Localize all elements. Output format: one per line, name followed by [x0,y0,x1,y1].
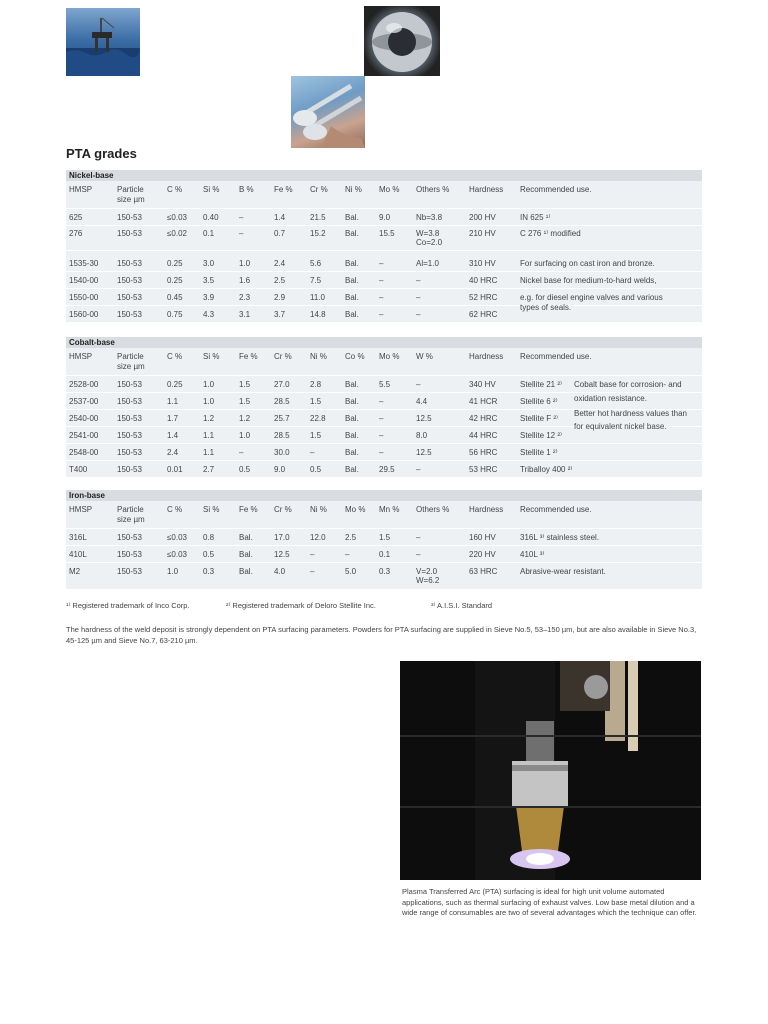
cell-cr: 14.8 [310,310,326,319]
cell-use: IN 625 ¹⁾ [520,213,551,222]
cell-mo: 29.5 [379,465,395,474]
cell-fe: Bal. [239,567,253,576]
cell-use: 410L ³⁾ [520,550,545,559]
cell-others: W=3.8 [416,229,440,238]
cell-b: 3.1 [239,310,251,319]
col-mo: Mo % [345,505,366,514]
cell-ni: Bal. [345,293,359,302]
cell-ni: Bal. [345,259,359,268]
cell-particle: 150-53 [117,414,142,423]
cell-particle: 150-53 [117,448,142,457]
cell-si: 1.1 [203,448,215,457]
cell-w: 12.5 [416,414,432,423]
cell-cr: 12.5 [274,550,290,559]
cell-cr: 28.5 [274,431,290,440]
col-ni: Ni % [310,352,327,361]
cell-hmsp: 1560-00 [69,310,99,319]
cell-fe: 1.0 [239,431,251,440]
cell-c: 0.45 [167,293,183,302]
cell-hardness: 44 HRC [469,431,498,440]
valve-ball-photo [364,6,440,76]
cell-c: 1.4 [167,431,179,440]
cell-particle: 150-53 [117,213,142,222]
cell-note: oxidation resistance. [574,394,647,403]
cell-cr: 28.5 [274,397,290,406]
table-row [66,289,702,312]
cell-fe: 1.4 [274,213,286,222]
cell-hardness: 160 HV [469,533,496,542]
cell-particle: 150-53 [117,465,142,474]
col-si: Si % [203,185,220,194]
cell-particle: 150-53 [117,380,142,389]
cell-use: Abrasive-wear resistant. [520,567,606,576]
cell-co: Bal. [345,448,359,457]
cell-c: 0.01 [167,465,183,474]
col-c: C % [167,505,183,514]
cell-hmsp: 2528-00 [69,380,99,389]
section-heading: Iron-base [66,490,702,501]
cell-mo: 9.0 [379,213,391,222]
cell-w: – [416,465,421,474]
cell-ni: 2.8 [310,380,322,389]
cell-fe: 2.5 [274,276,286,285]
col-ni: Ni % [345,185,362,194]
col-hardness: Hardness [469,505,504,514]
cell-mo: 5.0 [345,567,357,576]
cell-b: – [239,213,244,222]
cell-others: – [416,276,421,285]
cell-mn: 1.5 [379,533,391,542]
cell-b: 2.3 [239,293,251,302]
cell-cr: 25.7 [274,414,290,423]
cell-w: 12.5 [416,448,432,457]
cell-particle: 150-53 [117,550,142,559]
cell-fe: 1.5 [239,397,251,406]
col-hmsp: HMSP [69,185,93,194]
cobalt-base-table [66,337,702,478]
cell-use: Triballoy 400 ²⁾ [520,465,573,474]
cell-co: Bal. [345,465,359,474]
cell-mo: – [379,448,384,457]
table-header-row [66,181,702,209]
engine-valves-photo [291,76,365,148]
table-header-row [66,348,702,376]
cell-ni: Bal. [345,213,359,222]
cell-hardness: 62 HRC [469,310,498,319]
cell-hmsp: 1535-30 [69,259,99,268]
body-paragraph: The hardness of the weld deposit is strongly dependent on PTA surfacing parameters. Powders for PTA surfacing are supplied in Sieve No.5, 53–150 µm, but are also available in Sieve No.3, 45-125 µm and Sieve No.7, 63-210 µm. [66,625,697,645]
cell-cr: 21.5 [310,213,326,222]
cell-particle: 150-53 [117,293,142,302]
cell-mo: – [379,310,384,319]
cell-others: – [416,533,421,542]
cell-mo: 5.5 [379,380,391,389]
cell-use: e.g. for diesel engine valves and various [520,293,663,302]
col-hmsp: HMSP [69,352,93,361]
cell-c: 1.1 [167,397,179,406]
col-mo: Mo % [379,352,400,361]
cell-mo: 15.5 [379,229,395,238]
section-heading: Nickel-base [66,170,702,181]
cell-particle: 150-53 [117,276,142,285]
table-row [66,376,702,393]
table-row [66,444,702,461]
cell-particle: 150-53 [117,229,142,238]
cell-fe: 1.5 [239,380,251,389]
cell-fe: 1.2 [239,414,251,423]
cell-others: Nb=3.8 [416,213,443,222]
cell-si: 2.7 [203,465,215,474]
table-row [66,306,702,323]
cell-si: 0.3 [203,567,215,576]
table-row [66,563,702,590]
cell-c: ≤0.03 [167,213,187,222]
cell-ni: 1.5 [310,397,322,406]
cell-hardness: 210 HV [469,229,496,238]
cell-use: For surfacing on cast iron and bronze. [520,259,655,268]
cell-particle: 150-53 [117,431,142,440]
cell-mo: – [379,397,384,406]
cell-others: – [416,550,421,559]
cell-fe: 0.7 [274,229,286,238]
cell-c: ≤0.03 [167,550,187,559]
cell-w: 4.4 [416,397,428,406]
table-row [66,272,702,289]
cell-c: 0.75 [167,310,183,319]
cell-others: – [416,293,421,302]
cell-mo: – [345,550,350,559]
cell-hardness: 63 HRC [469,567,498,576]
photo-caption: Plasma Transferred Arc (PTA) surfacing is ideal for high unit volume automated applications, such as thermal surfacing of exhaust valves. Low base metal dilution and a wide range of consumables are two of several advantages which the technique can offer. [402,887,697,917]
cell-c: 0.25 [167,380,183,389]
cell-ni: 0.5 [310,465,322,474]
cell-hardness: 53 HRC [469,465,498,474]
cell-cr: 27.0 [274,380,290,389]
footnote-3: ³⁾ A.I.S.I. Standard [431,601,493,610]
cell-si: 0.1 [203,229,215,238]
cell-fe: 0.5 [239,465,251,474]
footnote-2: ²⁾ Registered trademark of Deloro Stellite Inc. [226,601,376,610]
table-row [66,226,702,251]
cell-hmsp: 316L [69,533,87,542]
col-particle: Particle size µm [117,352,145,371]
cell-si: 1.0 [203,397,215,406]
cell-particle: 150-53 [117,259,142,268]
col-cr: Cr % [274,505,292,514]
cell-others: V=2.0 [416,567,438,576]
cell-others: Al=1.0 [416,259,439,268]
cell-hmsp: M2 [69,567,81,576]
cell-fe: 2.4 [274,259,286,268]
col-fe: Fe % [239,505,258,514]
cell-fe: – [239,448,244,457]
col-fe: Fe % [274,185,293,194]
cell-others-line2: W=6.2 [416,576,440,585]
table-row [66,255,702,272]
cell-ni: Bal. [345,276,359,285]
cell-b: 1.6 [239,276,251,285]
cell-ni: 12.0 [310,533,326,542]
cell-cr: 5.6 [310,259,322,268]
cell-cr: 15.2 [310,229,326,238]
cell-si: 1.2 [203,414,215,423]
cell-c: 1.7 [167,414,179,423]
cell-si: 3.5 [203,276,215,285]
iron-base-table [66,490,702,590]
cell-fe: 2.9 [274,293,286,302]
table-row [66,461,702,478]
cell-hardness: 56 HRC [469,448,498,457]
cell-particle: 150-53 [117,397,142,406]
cell-c: ≤0.02 [167,229,187,238]
cell-mo: – [379,259,384,268]
cell-si: 3.0 [203,259,215,268]
cell-hmsp: T400 [69,465,88,474]
cell-use: Stellite F ²⁾ [520,414,558,423]
col-si: Si % [203,505,220,514]
cell-c: 1.0 [167,567,179,576]
col-si: Si % [203,352,220,361]
col-hmsp: HMSP [69,505,93,514]
cell-cr: 4.0 [274,567,286,576]
cell-co: Bal. [345,397,359,406]
cell-hmsp: 625 [69,213,83,222]
cell-hardness: 40 HRC [469,276,498,285]
cell-hmsp: 410L [69,550,87,559]
cell-use: Stellite 12 ²⁾ [520,431,562,440]
cell-hmsp: 1550-00 [69,293,99,302]
cell-hardness: 52 HRC [469,293,498,302]
cell-use-line3: types of seals. [520,303,572,312]
cell-cr: 11.0 [310,293,325,302]
cell-note: Cobalt base for corrosion- and [574,380,682,389]
cell-particle: 150-53 [117,310,142,319]
col-hardness: Hardness [469,185,504,194]
cell-hardness: 340 HV [469,380,496,389]
table-row [66,529,702,546]
cell-mo: – [379,414,384,423]
cell-particle: 150-53 [117,567,142,576]
col-use: Recommended use. [520,185,592,194]
cell-hardness: 200 HV [469,213,496,222]
table-row [66,209,702,226]
cell-particle: 150-53 [117,533,142,542]
cell-use: Stellite 6 ²⁾ [520,397,558,406]
cell-si: 0.8 [203,533,215,542]
cell-c: 0.25 [167,276,183,285]
cell-use: Nickel base for medium-to-hard welds, [520,276,657,285]
cell-fe: Bal. [239,533,253,542]
cell-ni: – [310,567,315,576]
cell-mo: – [379,431,384,440]
cell-use: Stellite 1 ²⁾ [520,448,558,457]
section-heading: Cobalt-base [66,337,702,348]
cell-w: 8.0 [416,431,428,440]
col-c: C % [167,352,183,361]
cell-hmsp: 276 [69,229,83,238]
cell-si: 4.3 [203,310,215,319]
cell-ni: Bal. [345,310,359,319]
table-header-row [66,501,702,529]
col-w: W % [416,352,433,361]
col-particle: Particle size µm [117,505,145,524]
cell-hardness: 41 HCR [469,397,498,406]
cell-note: Better hot hardness values than [574,409,687,418]
cell-si: 0.5 [203,550,215,559]
cell-si: 1.1 [203,431,215,440]
cell-c: 0.25 [167,259,183,268]
cell-si: 3.9 [203,293,215,302]
cell-use: Stellite 21 ²⁾ [520,380,562,389]
cell-hmsp: 2541-00 [69,431,99,440]
col-use: Recommended use. [520,505,592,514]
cell-hardness: 220 HV [469,550,496,559]
cell-mo: – [379,276,384,285]
cell-b: – [239,229,244,238]
col-use: Recommended use. [520,352,592,361]
col-mo: Mo % [379,185,400,194]
cell-co: Bal. [345,414,359,423]
col-b: B % [239,185,254,194]
col-ni: Ni % [310,505,327,514]
cell-co: Bal. [345,431,359,440]
col-co: Co % [345,352,365,361]
cell-cr: 30.0 [274,448,290,457]
page-title: PTA grades [66,146,137,161]
col-mn: Mn % [379,505,400,514]
table-row [66,546,702,563]
cell-ni: Bal. [345,229,359,238]
cell-mo: – [379,293,384,302]
cell-cr: 9.0 [274,465,286,474]
cell-mn: 0.3 [379,567,391,576]
col-hardness: Hardness [469,352,504,361]
cell-mn: 0.1 [379,550,391,559]
cell-others: – [416,310,421,319]
cell-others-line2: Co=2.0 [416,238,443,247]
col-fe: Fe % [239,352,258,361]
cell-note: for equivalent nickel base. [574,422,667,431]
cell-ni: 1.5 [310,431,322,440]
cell-hmsp: 2540-00 [69,414,99,423]
col-cr: Cr % [274,352,292,361]
cell-b: 1.0 [239,259,251,268]
cell-hmsp: 1540-00 [69,276,99,285]
offshore-platform-photo [66,8,140,76]
cell-ni: – [310,550,315,559]
col-particle: Particle size µm [117,185,145,204]
footnote-1: ¹⁾ Registered trademark of Inco Corp. [66,601,190,610]
cell-ni: – [310,448,315,457]
cell-co: Bal. [345,380,359,389]
cell-c: 2.4 [167,448,179,457]
cell-use: 316L ³⁾ stainless steel. [520,533,600,542]
cell-fe: 3.7 [274,310,286,319]
cell-ni: 22.8 [310,414,326,423]
col-others: Others % [416,505,450,514]
cell-hmsp: 2548-00 [69,448,99,457]
cell-fe: Bal. [239,550,253,559]
pta-torch-photo [400,661,701,880]
cell-cr: 17.0 [274,533,290,542]
cell-hardness: 310 HV [469,259,496,268]
table-row [66,422,702,444]
cell-use: C 276 ¹⁾ modified [520,229,581,238]
nickel-base-table [66,170,702,323]
cell-cr: 7.5 [310,276,322,285]
table-row [66,393,702,410]
cell-hardness: 42 HRC [469,414,498,423]
cell-w: – [416,380,421,389]
cell-hmsp: 2537-00 [69,397,99,406]
col-cr: Cr % [310,185,328,194]
cell-mo: 2.5 [345,533,357,542]
cell-si: 1.0 [203,380,215,389]
col-others: Others % [416,185,450,194]
cell-c: ≤0.03 [167,533,187,542]
cell-si: 0.40 [203,213,219,222]
col-c: C % [167,185,183,194]
